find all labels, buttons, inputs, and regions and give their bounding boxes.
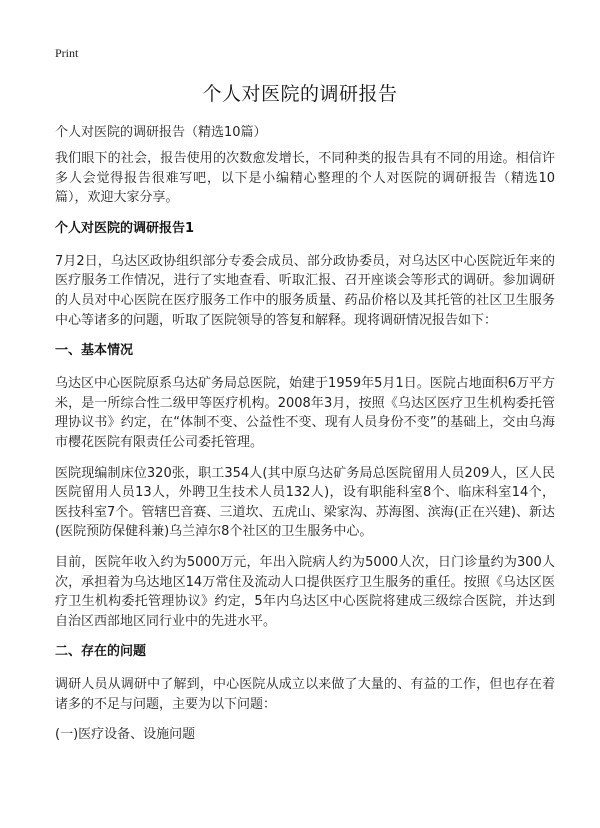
intro-paragraph: 我们眼下的社会，报告使用的次数愈发增长，不同种类的报告具有不同的用途。相信许多人会觉得报告很难写吧，以下是小编精心整理的个人对医院的调研报告（精选10篇），欢迎大家分享。 [55, 151, 555, 206]
section-heading-report-1: 个人对医院的调研报告1 [55, 220, 195, 236]
paragraph: 调研人员从调研中了解到，中心医院从成立以来做了大量的、有益的工作，但也存在着诸多的不足与问题，主要为以下问题： [55, 677, 555, 712]
section-heading-existing-problems: 二、存在的问题 [55, 644, 147, 660]
paragraph: 目前，医院年收入约为5000万元，年出入院病人约为5000人次，日门诊量约为300人次，承担着为乌达地区14万常住及流动人口提供医疗卫生服务的重任。按照《乌达区医疗卫生机构委托管理协议》约定，5年内乌达区中心医院将建成三级综合医院，并达到自治区西部地区同行业中的先进水平。 [55, 554, 555, 629]
document-subtitle: 个人对医院的调研报告（精选10篇） [55, 125, 267, 140]
print-label: Print [55, 46, 79, 60]
paragraph: 7月2日，乌达区政协组织部分专委会成员、部分政协委员，对乌达区中心医院近年来的医疗服务工作情况，进行了实地查看、听取汇报、召开座谈会等形式的调研。参加调研的人员对中心医院在医疗服务工作中的服务质量、药品价格以及其托管的社区卫生服务中心等诸多的问题，听取了医院领导的答复和解释。现将调研情况报告如下： [55, 253, 555, 328]
subsection-label: (一)医疗设备、设施问题 [55, 727, 196, 743]
section-heading-basic-situation: 一、基本情况 [55, 343, 134, 359]
paragraph: 医院现编制床位320张，职工354人(其中原乌达矿务局总医院留用人员209人，区人民医院留用人员13人，外聘卫生技术人员132人)，设有职能科室8个、临床科室14个，医技科室7个。管辖巴音赛、三道坎、五虎山、梁家沟、苏海图、滨海(正在兴建)、新达(医院预防保健科兼)乌兰淖尔8个社区的卫生服务中心。 [55, 465, 555, 540]
document-body [55, 149, 555, 756]
page-title: 个人对医院的调研报告 [202, 83, 398, 105]
paragraph: 乌达区中心医院原系乌达矿务局总医院，始建于1959年5月1日。医院占地面积6万平方米，是一所综合性二级甲等医疗机构。2008年3月，按照《乌达区医疗卫生机构委托管理协议书》约定，在“体制不变、公益性不变、现有人员身份不变”的基础上，交由乌海市樱花医院有限责任公司委托管理。 [55, 376, 555, 450]
